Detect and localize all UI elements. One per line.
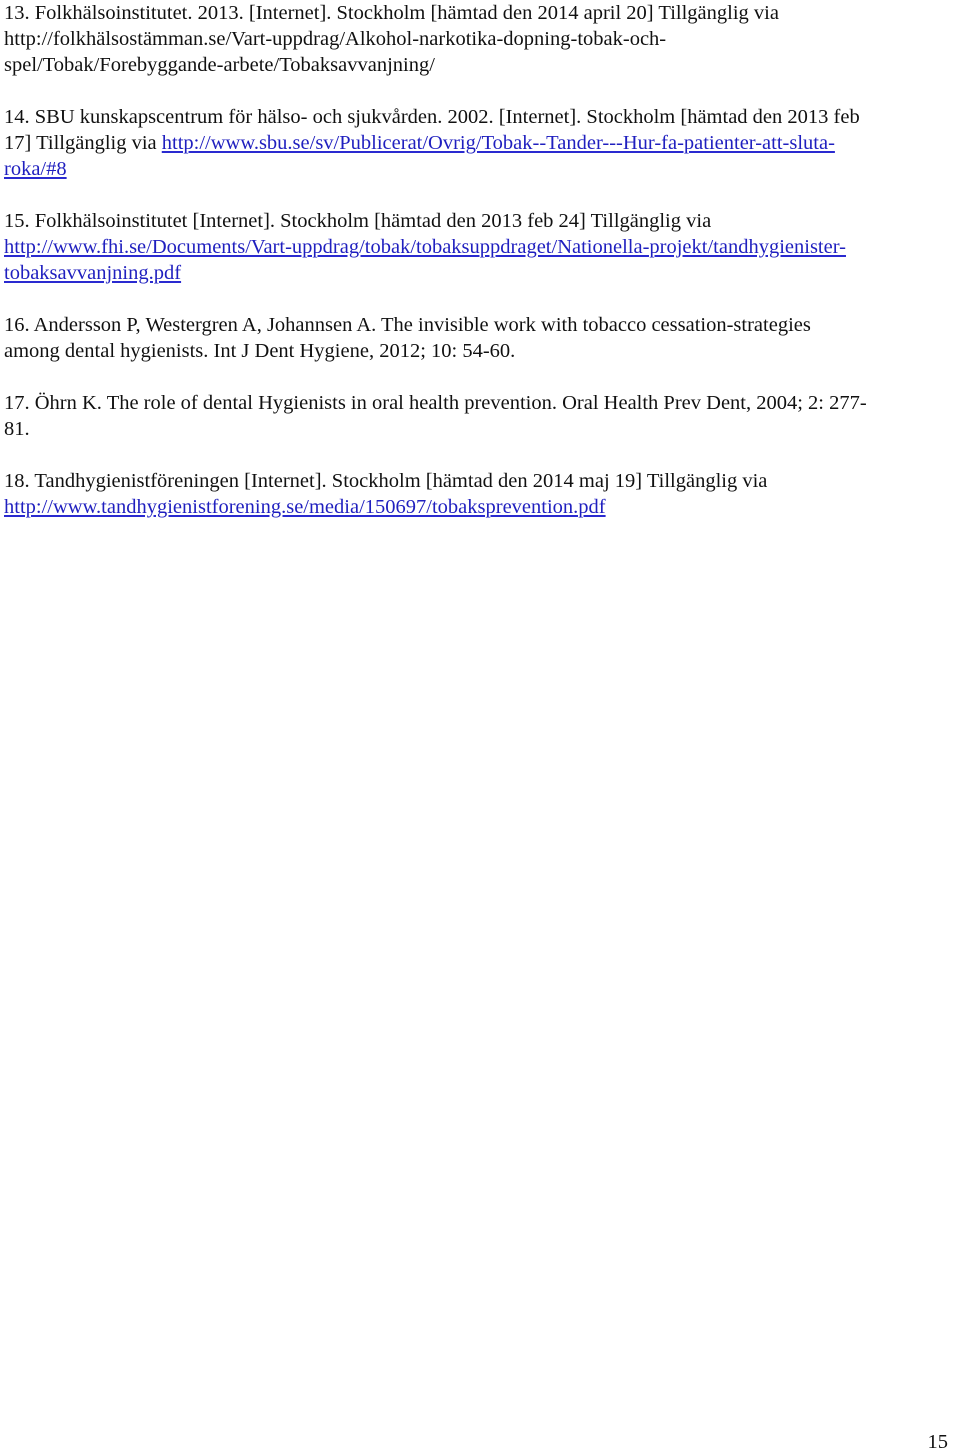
reference-15-line-3 xyxy=(4,260,958,286)
reference-16 xyxy=(4,312,958,364)
reference-18-link[interactable]: http://www.tandhygienistforening.se/media/150697/tobaksprevention.pdf xyxy=(4,496,606,518)
reference-14-link-continuation[interactable]: roka/#8 xyxy=(4,158,67,180)
reference-13-line-2: http://folkhälsostämman.se/Vart-uppdrag/Alkohol-narkotika-dopning-tobak-och- xyxy=(4,28,667,50)
reference-17-line-2: 81. xyxy=(4,418,30,440)
reference-15-line-1: 15. Folkhälsoinstitutet [Internet]. Stockholm [hämtad den 2013 feb 24] Tillgänglig via xyxy=(4,210,712,232)
page-number: 15 xyxy=(927,1431,948,1453)
reference-15-line-2 xyxy=(4,234,958,260)
reference-list xyxy=(4,0,958,546)
reference-14 xyxy=(4,104,958,182)
reference-14-line-3 xyxy=(4,156,958,182)
reference-14-line-2 xyxy=(4,130,958,156)
reference-16-line-1: 16. Andersson P, Westergren A, Johannsen A. The invisible work with tobacco cessation-strategies xyxy=(4,314,811,336)
reference-13-line-3: spel/Tobak/Forebyggande-arbete/Tobaksavvanjning/ xyxy=(4,54,435,76)
reference-13 xyxy=(4,0,958,78)
reference-14-availability-text: 17] Tillgänglig via xyxy=(4,132,162,154)
reference-14-line-1: 14. SBU kunskapscentrum för hälso- och sjukvården. 2002. [Internet]. Stockholm [hämtad den 2013 feb xyxy=(4,106,860,128)
reference-17-line-1: 17. Öhrn K. The role of dental Hygienists in oral health prevention. Oral Health Prev Dent, 2004; 2: 277- xyxy=(4,392,867,414)
reference-18-line-1: 18. Tandhygienistföreningen [Internet]. Stockholm [hämtad den 2014 maj 19] Tillgänglig via xyxy=(4,470,768,492)
reference-16-line-2: among dental hygienists. Int J Dent Hygiene, 2012; 10: 54-60. xyxy=(4,340,516,362)
reference-18 xyxy=(4,468,958,520)
reference-15-link[interactable]: http://www.fhi.se/Documents/Vart-uppdrag/tobak/tobaksuppdraget/Nationella-projekt/tandhygienister- xyxy=(4,236,846,258)
reference-18-line-2 xyxy=(4,494,958,520)
reference-17 xyxy=(4,390,958,442)
reference-15 xyxy=(4,208,958,286)
reference-13-line-1: 13. Folkhälsoinstitutet. 2013. [Internet]. Stockholm [hämtad den 2014 april 20] Tillgänglig via xyxy=(4,2,779,24)
reference-15-link-continuation[interactable]: tobaksavvanjning.pdf xyxy=(4,262,182,284)
reference-14-link[interactable]: http://www.sbu.se/sv/Publicerat/Ovrig/Tobak--Tander---Hur-fa-patienter-att-sluta- xyxy=(161,132,835,154)
